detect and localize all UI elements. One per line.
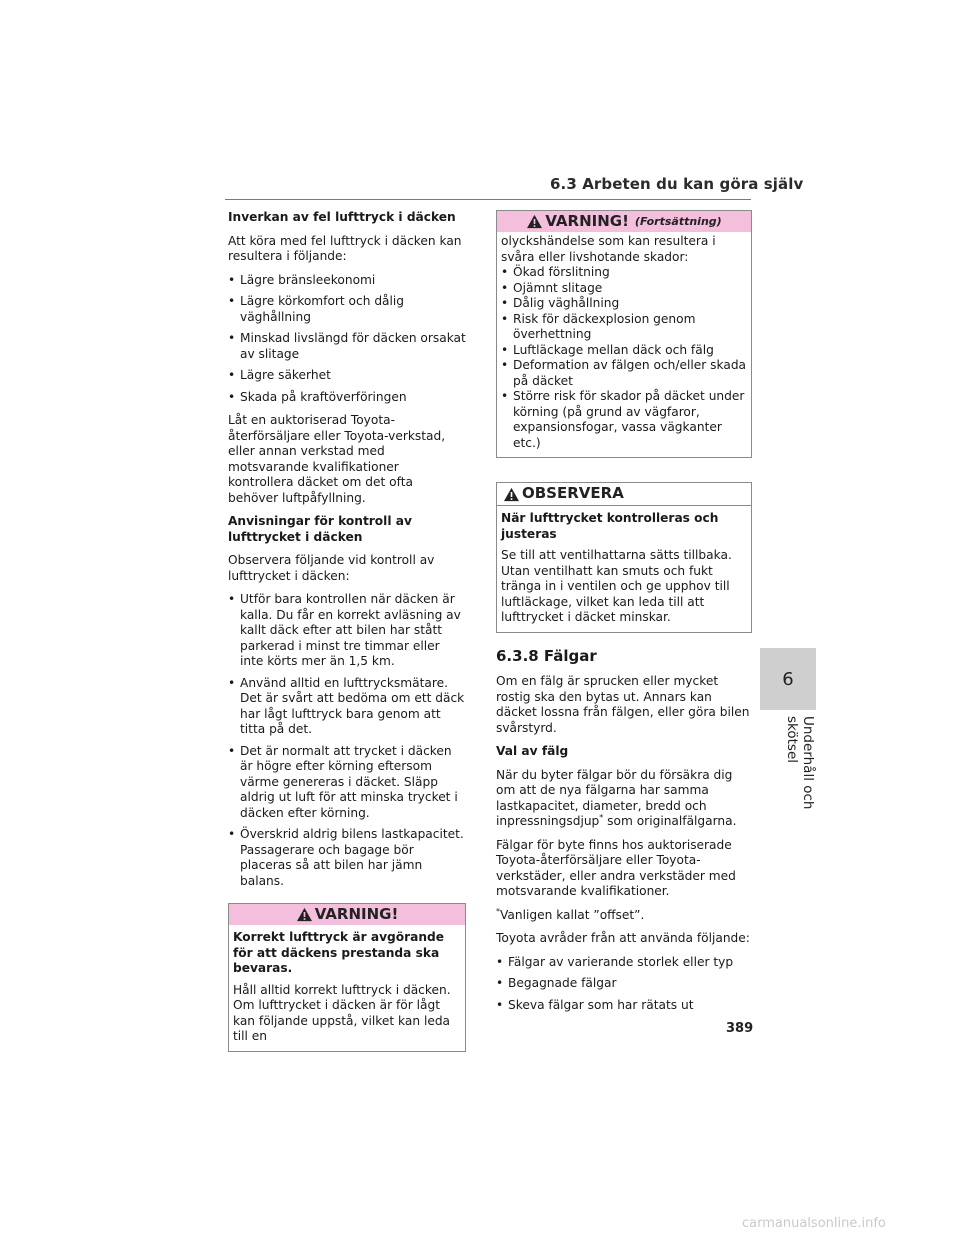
left-paragraph-2: Låt en auktoriserad Toyota-återförsäljare eller Toyota-verkstad, eller annan verkstad med motsvarande kvalifikationer kontrollera däcket om det ofta behöver luftpåfyllning. [228, 413, 446, 505]
warning-box [228, 903, 466, 1052]
warning-icon [296, 907, 313, 922]
list-item: • Luftläckage mellan däck och fälg [501, 343, 747, 359]
list-item: • Ojämnt slitage [501, 281, 747, 297]
notice-box-body [497, 506, 751, 632]
right-bullet-list [496, 955, 752, 1014]
list-item: • Dålig väghållning [501, 296, 747, 312]
list-item: • Överskrid aldrig bilens lastkapacitet. Passagerare och bagage bör placeras så att bilen har jämn balans. [228, 827, 466, 889]
warning-continued-title: VARNING! [545, 211, 629, 230]
continuation-label: (Fortsättning) [634, 214, 722, 228]
chapter-tab [760, 648, 816, 710]
warning-heading: Korrekt lufttryck är avgörande för att däckens prestanda ska bevaras. [233, 930, 445, 975]
left-bullet-list-2 [228, 592, 466, 889]
left-paragraph-3: Observera följande vid kontroll av lufttrycket i däcken: [228, 553, 435, 583]
warning-bullet-list [501, 265, 747, 451]
list-item: • Utför bara kontrollen när däcken är kalla. Du får en korrekt avläsning av kallt däck efter att bilen har stått parkerad i minst tre timmar eller inte körts mer än 1,5 km. [228, 592, 466, 670]
right-paragraph-3: Fälgar för byte finns hos auktoriserade Toyota-återförsäljare eller Toyota-verkstäder, eller andra verkstäder med motsvarande kvalifikationer. [496, 837, 736, 898]
right-paragraph-4: Toyota avråder från att använda följande: [496, 931, 750, 945]
notice-box [496, 482, 752, 633]
section-title: 6.3.8 Fälgar [496, 646, 597, 665]
list-item: • Skeva fälgar som har rätats ut [496, 998, 752, 1014]
list-item: • Lägre körkomfort och dålig väghållning [228, 294, 466, 325]
text-span: som originalfälgarna. [603, 814, 737, 828]
notice-title: OBSERVERA [522, 484, 624, 503]
warning-box-header [229, 904, 465, 925]
warning-title: VARNING! [314, 904, 399, 923]
right-paragraph-2 [496, 768, 752, 830]
list-item: • Lägre säkerhet [228, 368, 466, 384]
footnote [496, 908, 752, 924]
right-column [496, 210, 752, 1021]
list-item: • Deformation av fälgen och/eller skada på däcket [501, 358, 747, 389]
text-span: När du byter fälgar bör du försäkra dig om att de nya fälgarna har samma lastkapacitet, diameter, bredd och inpressningsdjup [496, 767, 733, 828]
footnote-text: Vanligen kallat ”offset”. [500, 907, 645, 922]
list-item: • Minskad livslängd för däcken orsakat av slitage [228, 331, 466, 362]
right-heading-1: Val av fälg [496, 744, 569, 758]
header-divider [225, 199, 751, 200]
chapter-label: Underhåll och skötsel [784, 716, 816, 810]
list-item: • Risk för däckexplosion genom överhettning [501, 312, 747, 343]
left-heading-2: Anvisningar för kontroll av lufttrycket i däcken [228, 514, 412, 544]
list-item: • Det är normalt att trycket i däcken är högre efter körning eftersom värme genereras i däcket. Släpp aldrig ut luft för att minska trycket i däcken efter körning. [228, 744, 466, 822]
left-heading-1: Inverkan av fel lufttryck i däcken [228, 210, 456, 224]
notice-heading: När lufttrycket kontrolleras och justeras [501, 511, 719, 541]
notice-text: Se till att ventilhattarna sätts tillbaka. Utan ventilhatt kan smuts och fukt tränga in i ventilen och ge upphov till luftläckage, vilket kan leda till att lufttrycket i däcket minskar. [501, 548, 732, 624]
list-item: • Använd alltid en lufttrycksmätare. Det är svårt att bedöma om ett däck har lågt lufttryck bara genom att titta på det. [228, 676, 466, 738]
caution-icon [503, 487, 520, 502]
watermark: carmanualsonline.info [742, 1216, 886, 1231]
warning-icon [526, 214, 543, 229]
list-item: • Skada på kraftöverföringen [228, 390, 466, 406]
footnote-marker: * [599, 812, 604, 822]
warning-box-body [229, 925, 465, 1051]
page-header-title: 6.3 Arbeten du kan göra själv [550, 175, 804, 193]
warning-continued-box [496, 210, 752, 458]
list-item: • Ökad förslitning [501, 265, 747, 281]
list-item: • Begagnade fälgar [496, 976, 752, 992]
right-paragraph-1: Om en fälg är sprucken eller mycket rostig ska den bytas ut. Annars kan däcket lossna från fälgen, eller göra bilen svårstyrd. [496, 674, 750, 735]
notice-box-header [497, 483, 751, 506]
warning-continued-header [497, 211, 751, 232]
chapter-number: 6 [782, 668, 794, 690]
left-bullet-list-1 [228, 273, 466, 406]
footnote-marker: * [496, 906, 500, 916]
left-column [228, 210, 466, 1068]
list-item: • Fälgar av varierande storlek eller typ [496, 955, 752, 971]
list-item: • Lägre bränsleekonomi [228, 273, 466, 289]
page-number: 389 [726, 1021, 754, 1036]
warning-text: Håll alltid korrekt lufttryck i däcken. Om lufttrycket i däcken är för lågt kan följande uppstå, vilket kan leda till en [233, 982, 451, 1043]
list-item: • Större risk för skador på däcket under körning (på grund av vägfaror, expansionsfogar, vassa vägkanter etc.) [501, 389, 747, 451]
left-paragraph-1: Att köra med fel lufttryck i däcken kan resultera i följande: [228, 233, 462, 263]
warning-continued-body [497, 232, 751, 457]
warning-continued-intro: olyckshändelse som kan resultera i svåra eller livshotande skador: [501, 234, 716, 264]
